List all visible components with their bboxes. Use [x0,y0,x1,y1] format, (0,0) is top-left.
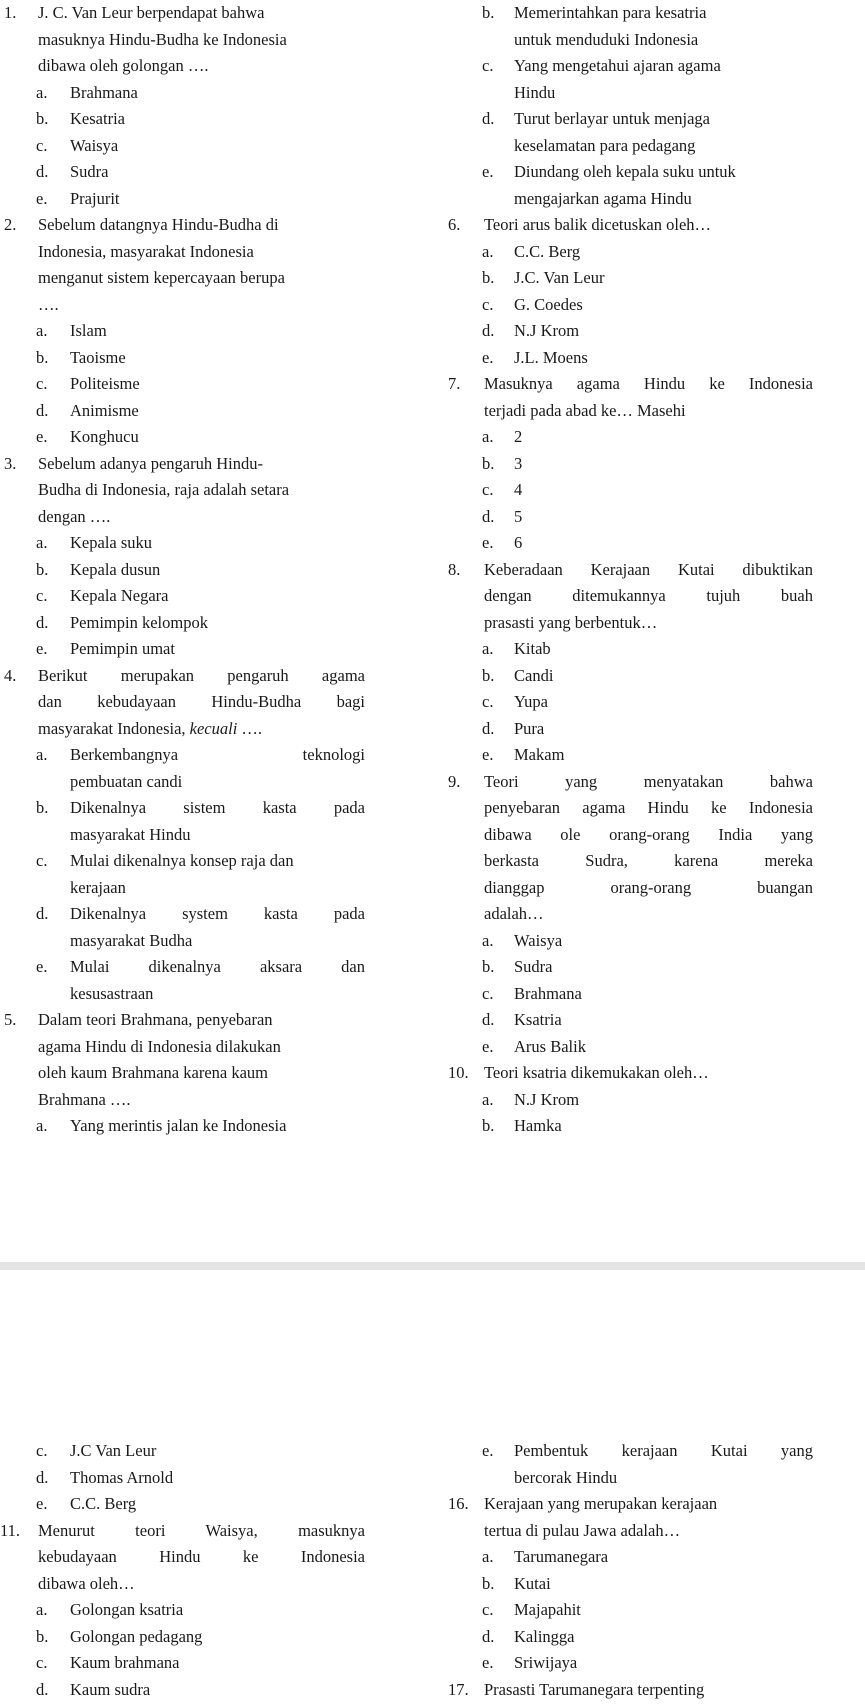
question-text: kebudayaan Hindu ke Indonesia [38,1547,365,1566]
question-number: 9. [448,771,461,791]
option-letter: e. [36,639,48,658]
option-letter: e. [482,347,494,367]
option-text: Ksatria [514,1010,562,1029]
question-number: 3. [4,453,17,473]
option-letter: d. [36,1679,49,1699]
question-text: tertua di pulau Jawa adalah… [484,1520,681,1540]
option-letter: c. [482,1600,494,1619]
option-letter: a. [482,1547,494,1566]
option-letter: a. [36,82,48,102]
question-line [0,0,365,27]
option-text: Yang merintis jalan ke Indonesia [70,1116,287,1135]
question-text: dan kebudayaan Hindu-Budha bagi [38,692,365,711]
option-text: N.J Krom [514,321,580,340]
option-line [448,504,813,531]
option-line [448,292,813,319]
option-text: Golongan pedagang [70,1626,203,1646]
option-text: Candi [514,665,554,685]
option-text: Tarumanegara [514,1547,609,1566]
option-line [448,424,813,451]
option-text: Kutai [514,1573,551,1593]
option-text: Waisya [70,135,119,155]
question-text: oleh kaum Brahmana karena kaum [38,1063,268,1082]
option-line [0,848,365,875]
option-line [0,1677,365,1704]
option-line [448,1650,813,1677]
option-letter: d. [36,612,49,632]
question-continuation [448,875,813,902]
option-letter: c. [482,294,494,314]
option-letter: b. [482,3,495,22]
option-line [448,1597,813,1624]
option-text: Kitab [514,639,551,658]
question-continuation [0,1544,365,1571]
option-continuation [0,822,365,849]
option-text: Mulai dikenalnya konsep raja dan [70,851,294,870]
option-line [448,1571,813,1598]
option-line [0,424,365,451]
option-text: Sudra [70,162,109,181]
option-line [0,954,365,981]
option-text: Pemimpin kelompok [70,612,208,632]
question-number: 1. [4,3,17,22]
question-line [448,769,813,796]
option-letter: b. [36,798,49,817]
question-continuation [0,239,365,266]
option-letter: d. [482,109,495,128]
option-line [0,530,365,557]
option-letter: c. [482,692,494,711]
option-text: Golongan ksatria [70,1600,184,1619]
question-text-tail: …. [237,718,263,738]
option-letter: e. [36,188,48,208]
page1-left-column [0,0,365,1140]
question-continuation [0,292,365,319]
option-line [0,398,365,425]
question-text: Teori arus balik dicetuskan oleh… [484,215,712,234]
option-line [448,981,813,1008]
question-continuation [448,610,813,637]
option-line [448,530,813,557]
option-text: Dikenalnya system kasta pada [70,904,365,923]
question-text: Brahmana …. [38,1089,131,1109]
question-line [0,1518,365,1545]
option-text: Thomas Arnold [70,1467,174,1487]
option-line [0,636,365,663]
option-text: Pemimpin umat [70,639,175,658]
option-line [0,186,365,213]
question-continuation [448,822,813,849]
page2-right-column [448,1438,813,1703]
question-number: 11. [0,1520,21,1540]
option-letter: e. [482,1653,494,1672]
option-letter: a. [36,1116,48,1135]
option-letter: c. [36,586,48,605]
option-text: Memerintahkan para kesatria [514,3,707,22]
question-continuation [0,716,365,743]
option-letter: e. [482,745,494,764]
option-line [448,1438,813,1465]
option-text: keselamatan para pedagang [514,135,696,155]
option-line [448,928,813,955]
question-continuation [0,53,365,80]
option-text: Makam [514,745,565,764]
option-letter: e. [36,427,48,446]
question-text: penyebaran agama Hindu ke Indonesia [484,798,813,817]
question-continuation [448,1518,813,1545]
option-text: Turut berlayar untuk menjaga [514,109,710,128]
option-text: Hindu [514,82,556,102]
question-number: 4. [4,665,17,685]
option-text: masyarakat Hindu [70,824,191,844]
question-continuation [448,848,813,875]
question-continuation [448,795,813,822]
question-text: Kerajaan yang merupakan kerajaan [484,1494,718,1513]
question-continuation [0,504,365,531]
page-separator [0,1262,865,1270]
option-text: kerajaan [70,877,126,897]
option-line [0,1438,365,1465]
option-letter: a. [36,745,48,764]
option-text: Kepala suku [70,533,153,552]
question-text: dengan ditemukannya tujuh buah [484,586,813,605]
option-letter: e. [482,533,494,552]
option-letter: a. [36,533,48,552]
question-text: Berikut merupakan pengaruh agama [38,665,365,685]
option-text: 3 [514,453,523,473]
option-text: Diundang oleh kepala suku untuk [514,162,736,181]
option-text: Pura [514,718,545,738]
option-continuation [0,928,365,955]
option-text: 6 [514,533,523,552]
option-line [0,742,365,769]
question-text: dibawa oleh golongan …. [38,56,209,75]
question-text: dengan …. [38,506,111,526]
option-letter: b. [36,109,49,128]
question-text: Dalam teori Brahmana, penyebaran [38,1010,273,1029]
option-text: G. Coedes [514,294,583,314]
question-text: Keberadaan Kerajaan Kutai dibuktikan [484,559,813,579]
option-text: C.C. Berg [70,1494,137,1513]
option-text: mengajarkan agama Hindu [514,188,692,208]
option-letter: d. [482,321,495,340]
option-line [0,133,365,160]
option-line [0,345,365,372]
question-text: Teori ksatria dikemukakan oleh… [484,1063,709,1082]
option-line [0,901,365,928]
option-continuation [448,1465,813,1492]
question-text: dibawa oleh… [38,1573,135,1593]
option-text: J.C Van Leur [70,1441,157,1460]
option-text: Pembentuk kerajaan Kutai yang [514,1441,813,1460]
option-text: Yang mengetahui ajaran agama [514,56,721,75]
option-text: Konghucu [70,427,139,446]
option-letter: b. [482,1116,495,1135]
question-text: Budha di Indonesia, raja adalah setara [38,480,290,499]
emphasis-word: kecuali [189,718,238,738]
option-letter: a. [482,930,494,950]
question-line [448,1491,813,1518]
option-letter: e. [482,162,494,181]
question-text: agama Hindu di Indonesia dilakukan [38,1036,281,1056]
option-text: C.C. Berg [514,241,581,261]
question-continuation [448,583,813,610]
option-continuation [0,769,365,796]
option-text: 4 [514,480,523,499]
option-continuation [448,133,813,160]
option-text: Brahmana [514,983,582,1003]
question-number: 7. [448,374,461,393]
option-line [448,451,813,478]
question-text: Sebelum adanya pengaruh Hindu- [38,453,263,473]
option-text: Politeisme [70,374,140,393]
option-text: Arus Balik [514,1036,586,1056]
option-text: Animisme [70,400,139,420]
option-letter: d. [482,1626,495,1646]
option-text: Sriwijaya [514,1653,578,1672]
question-line [448,1060,813,1087]
question-line [0,451,365,478]
option-text: J.C. Van Leur [514,268,605,287]
option-text: Kepala dusun [70,559,161,579]
option-text: 5 [514,506,523,526]
option-line [0,1113,365,1140]
question-text: dianggap orang-orang buangan [484,877,813,897]
option-text: untuk menduduki Indonesia [514,29,699,49]
option-line [448,345,813,372]
option-letter: d. [482,506,495,526]
option-line [448,159,813,186]
option-text: 2 [514,427,523,446]
option-text: Dikenalnya sistem kasta pada [70,798,365,817]
option-line [448,53,813,80]
question-text: …. [38,294,59,314]
option-letter: b. [482,1573,495,1593]
option-letter: b. [36,559,49,579]
option-line [0,557,365,584]
option-letter: c. [36,135,48,155]
question-continuation [0,1060,365,1087]
question-text: masuknya Hindu-Budha ke Indonesia [38,29,287,49]
page2-left-column [0,1438,365,1703]
question-text: dibawa ole orang-orang India yang [484,824,813,844]
question-number: 10. [448,1063,469,1082]
question-text: menganut sistem kepercayaan berupa [38,268,285,287]
option-text: Kaum sudra [70,1679,151,1699]
option-letter: a. [482,427,494,446]
option-text: Majapahit [514,1600,581,1619]
option-line [0,610,365,637]
option-text: Mulai dikenalnya aksara dan [70,957,365,976]
question-line [448,1677,813,1704]
option-line [448,106,813,133]
page1-right-column [448,0,813,1140]
option-line [448,265,813,292]
option-line [448,477,813,504]
option-letter: e. [36,957,48,976]
option-line [448,1007,813,1034]
option-letter: d. [36,400,49,420]
option-line [0,1597,365,1624]
question-continuation [0,1571,365,1598]
question-line [0,1007,365,1034]
option-continuation [448,27,813,54]
question-number: 5. [4,1010,17,1029]
option-text: Kalingga [514,1626,575,1646]
option-letter: b. [482,665,495,685]
option-text: Brahmana [70,82,138,102]
option-letter: b. [482,268,495,287]
option-letter: d. [36,904,49,923]
question-continuation [0,477,365,504]
option-line [0,159,365,186]
option-letter: c. [36,374,48,393]
option-continuation [0,981,365,1008]
option-letter: e. [482,1441,494,1460]
question-number: 6. [448,215,461,234]
option-text: J.L. Moens [514,347,588,367]
option-line [0,318,365,345]
option-letter: d. [36,162,49,181]
option-letter: c. [482,56,494,75]
option-letter: c. [36,851,48,870]
question-line [0,663,365,690]
question-text: Menurut teori Waisya, masuknya [38,1520,365,1540]
option-line [448,954,813,981]
option-letter: a. [482,639,494,658]
option-text: kesusastraan [70,983,154,1003]
option-text: bercorak Hindu [514,1467,618,1487]
question-continuation [0,1087,365,1114]
option-letter: b. [36,347,49,367]
question-line [448,557,813,584]
option-text: N.J Krom [514,1089,580,1109]
option-line [0,1650,365,1677]
question-line [0,212,365,239]
question-text [38,716,365,743]
question-continuation [0,265,365,292]
option-line [448,1624,813,1651]
option-line [0,795,365,822]
question-text: adalah… [484,904,544,923]
option-line [448,1544,813,1571]
question-text: berkasta Sudra, karena mereka [484,851,813,870]
question-text: Indonesia, masyarakat Indonesia [38,241,254,261]
option-line [448,716,813,743]
option-letter: a. [36,1600,48,1619]
option-text: Islam [70,321,107,340]
option-line [0,1491,365,1518]
question-number: 2. [4,215,17,234]
option-letter: c. [36,1653,48,1672]
option-line [448,1113,813,1140]
question-text: prasasti yang berbentuk… [484,612,658,632]
option-text: masyarakat Budha [70,930,193,950]
question-line [448,371,813,398]
option-letter: b. [482,957,495,976]
option-letter: b. [482,453,495,473]
option-letter: e. [482,1036,494,1056]
option-line [0,371,365,398]
option-letter: d. [36,1467,49,1487]
question-text: Masuknya agama Hindu ke Indonesia [484,374,813,393]
option-letter: a. [482,1089,494,1109]
question-text: J. C. Van Leur berpendapat bahwa [38,3,265,22]
question-text: Teori yang menyatakan bahwa [484,771,813,791]
option-line [0,80,365,107]
option-letter: c. [482,983,494,1003]
option-text: Waisya [514,930,563,950]
question-continuation [448,398,813,425]
question-number: 8. [448,559,461,579]
option-text: Taoisme [70,347,126,367]
option-continuation [448,80,813,107]
option-letter: b. [36,1626,49,1646]
question-continuation [0,27,365,54]
option-line [448,742,813,769]
option-text: Yupa [514,692,548,711]
page-2 [0,1270,865,1705]
option-line [448,0,813,27]
question-line [448,212,813,239]
question-continuation [0,1034,365,1061]
option-line [0,1624,365,1651]
option-line [448,239,813,266]
option-line [0,583,365,610]
question-continuation [0,689,365,716]
option-text: pembuatan candi [70,771,183,791]
option-text: Hamka [514,1116,562,1135]
option-text: Berkembangnya teknologi [70,745,365,764]
question-number: 16. [448,1494,469,1513]
option-text: Kaum brahmana [70,1653,180,1672]
option-line [0,106,365,133]
option-line [448,663,813,690]
option-text: Kesatria [70,109,125,128]
option-line [448,689,813,716]
option-text: Sudra [514,957,553,976]
option-continuation [448,186,813,213]
option-text: Kepala Negara [70,586,169,605]
question-text-part: masyarakat Indonesia, [38,718,190,738]
question-continuation [448,901,813,928]
question-text: Sebelum datangnya Hindu-Budha di [38,215,279,234]
option-text: Prajurit [70,188,120,208]
option-line [448,1087,813,1114]
option-letter: d. [482,718,495,738]
option-line [448,636,813,663]
option-line [0,1465,365,1492]
option-line [448,1034,813,1061]
option-letter: a. [36,321,48,340]
option-letter: c. [36,1441,48,1460]
question-number: 17. [448,1679,469,1699]
question-text: Prasasti Tarumanegara terpenting [484,1679,705,1699]
option-letter: c. [482,480,494,499]
option-continuation [0,875,365,902]
option-letter: a. [482,241,494,261]
option-letter: d. [482,1010,495,1029]
option-line [448,318,813,345]
option-letter: e. [36,1494,48,1513]
question-text: terjadi pada abad ke… Masehi [484,400,686,420]
